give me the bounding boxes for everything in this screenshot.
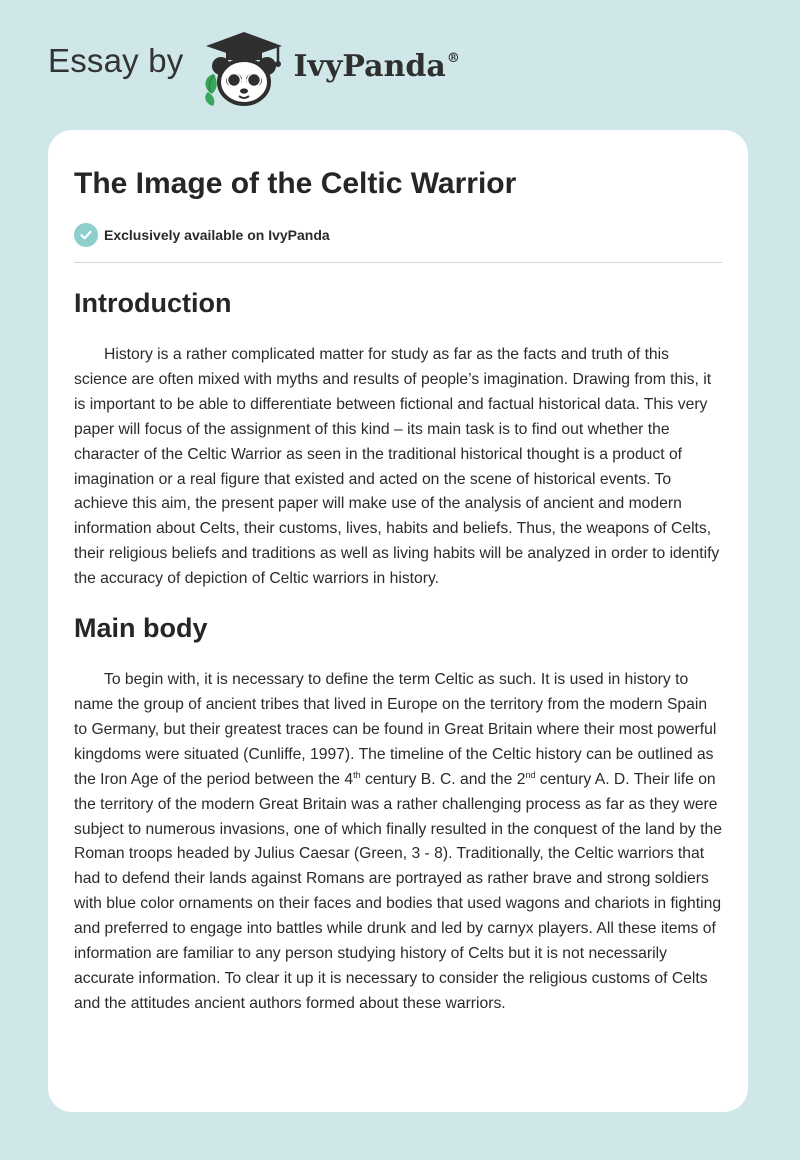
brand-name-text: IvyPanda bbox=[293, 48, 446, 84]
divider bbox=[74, 262, 722, 263]
panda-graduate-logo-icon[interactable] bbox=[198, 28, 290, 108]
paragraph-text: century A. D. Their life on the territory of the modern Great Britain was a rather challenging process as far as they were subject to numerous invasions, one of which finally resulted in the conquest of the land by the Roman troops headed by Julius Caesar (Green, 3 - 8). Traditionally, the Celtic warriors that had to defend their lands against Romans are portrayed as rather brave and strong soldiers with blue color ornaments on their faces and bodies that used wagons and chariots in fighting and preferred to engage into battles while drunk and led by carnyx players. All these items of information are familiar to any person studying history of Celts but it is not necessarily accurate information. To clear it up it is necessary to consider the religious customs of Celts and the attitudes ancient authors formed about these warriors. bbox=[74, 770, 722, 1012]
ordinal-suffix: th bbox=[353, 769, 361, 780]
site-header bbox=[48, 28, 460, 108]
main-body-paragraph bbox=[74, 668, 722, 1017]
essay-title: The Image of the Celtic Warrior bbox=[74, 167, 517, 200]
registered-mark: ® bbox=[446, 50, 460, 66]
ordinal-suffix: nd bbox=[525, 769, 536, 780]
essay-card bbox=[48, 130, 748, 1112]
paragraph-text: To begin with, it is necessary to define the term Celtic as such. It is used in history to name the group of ancient tribes that lived in Europe on the territory from the modern Spain to Germany, but their greatest traces can be found in Great Britain where their most powerful kingdoms were situated (Cunliffe, 1997). The timeline of the Celtic history can be outlined as the Iron Age of the period between the 4 bbox=[74, 671, 717, 788]
paragraph-text: century B. C. and the 2 bbox=[360, 770, 526, 788]
exclusive-badge bbox=[74, 222, 722, 248]
section-introduction bbox=[74, 285, 722, 592]
exclusive-badge-label: Exclusively available on IvyPanda bbox=[104, 227, 330, 243]
brand-prefix: Essay by bbox=[48, 42, 184, 79]
section-heading-introduction: Introduction bbox=[74, 288, 232, 318]
check-circle-icon bbox=[74, 223, 98, 247]
brand-name[interactable] bbox=[294, 49, 460, 84]
section-heading-main-body: Main body bbox=[74, 613, 208, 644]
introduction-paragraph: History is a rather complicated matter for study as far as the facts and truth of this science are often mixed with myths and results of people’s imagination. Drawing from this, it is important to be able to differentiate between fictional and factual historical data. This very paper will focus of the assignment of this kind – its main task is to find out whether the character of the Celtic Warrior as seen in the traditional historical thought is a product of imagination or a real figure that existed and acted on the scene of historical events. To achieve this aim, the present paper will make use of the analysis of ancient and modern information about Celts, their customs, lives, habits and beliefs. Thus, the weapons of Celts, their religious beliefs and traditions as well as living habits will be analyzed in order to identify the accuracy of depiction of Celtic warriors in history. bbox=[74, 346, 720, 588]
section-main-body bbox=[74, 610, 722, 1017]
